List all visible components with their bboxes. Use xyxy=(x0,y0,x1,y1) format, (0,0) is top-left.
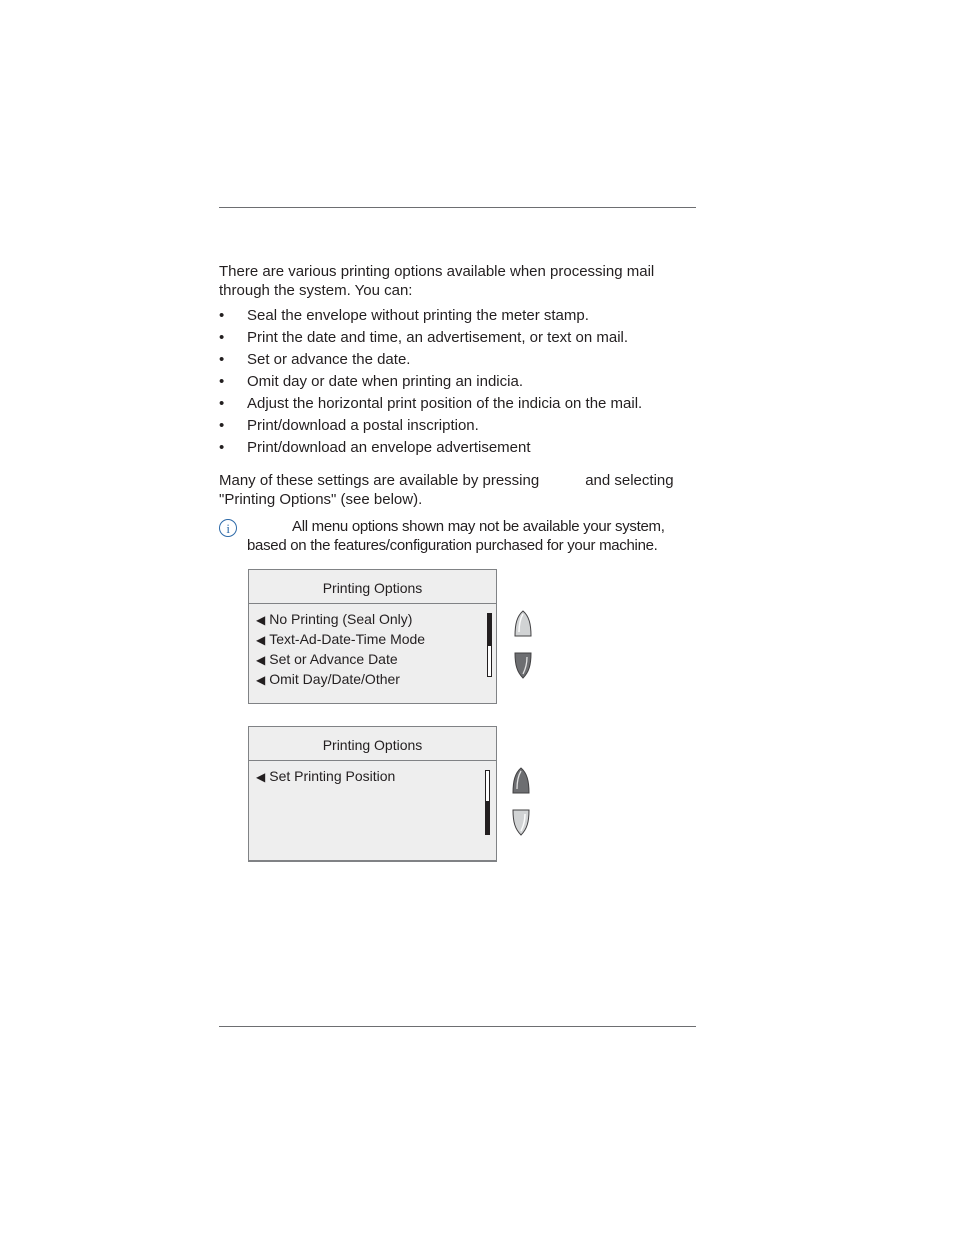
note-line-2: based on the features/configuration purchased for your machine. xyxy=(247,537,658,554)
bullet-icon: • xyxy=(219,395,225,412)
options-list xyxy=(219,306,699,460)
screen-menu xyxy=(256,767,395,787)
list-item: • Set or advance the date. xyxy=(219,351,411,368)
down-arrow-key-icon[interactable] xyxy=(511,808,531,836)
note-line-1: All menu options shown may not be available your system, xyxy=(292,518,665,535)
menu-item-set-printing-position[interactable]: ◀ Set Printing Position xyxy=(256,768,396,784)
left-arrow-icon: ◀ xyxy=(256,653,266,667)
left-arrow-icon: ◀ xyxy=(256,633,266,647)
list-item: • Print/download a postal inscription. xyxy=(219,417,479,434)
menu-item-set-advance-date[interactable]: ◀ Set or Advance Date xyxy=(256,651,398,667)
note xyxy=(219,517,689,555)
bullet-icon: • xyxy=(219,307,225,324)
printing-options-screen-2 xyxy=(248,726,497,862)
screen-title: Printing Options xyxy=(249,727,496,761)
bottom-rule xyxy=(219,1026,696,1027)
scrollbar-thumb[interactable] xyxy=(488,614,491,646)
list-item: • Print the date and time, an advertisement, or text on mail. xyxy=(219,329,629,346)
scrollbar-thumb[interactable] xyxy=(486,801,489,834)
down-arrow-key-icon[interactable] xyxy=(513,651,533,679)
list-item: • Adjust the horizontal print position of the indicia on the mail. xyxy=(219,395,643,412)
list-item: • Seal the envelope without printing the meter stamp. xyxy=(219,307,589,324)
up-arrow-key-icon[interactable] xyxy=(511,767,531,795)
menu-item-no-printing[interactable]: ◀ No Printing (Seal Only) xyxy=(256,611,413,627)
scrollbar[interactable] xyxy=(485,770,490,835)
screen-menu xyxy=(256,610,425,690)
left-arrow-icon: ◀ xyxy=(256,673,266,687)
bullet-icon: • xyxy=(219,351,225,368)
screen-title: Printing Options xyxy=(249,570,496,604)
scrollbar[interactable] xyxy=(487,613,492,677)
left-arrow-icon: ◀ xyxy=(256,770,266,784)
settings-paragraph: Many of these settings are available by pressing and selecting "Printing Options" (see below). xyxy=(219,472,674,508)
menu-item-text-ad-date-time[interactable]: ◀ Text-Ad-Date-Time Mode xyxy=(256,631,426,647)
printing-options-screen-1 xyxy=(248,569,497,704)
bullet-icon: • xyxy=(219,373,225,390)
bullet-icon: • xyxy=(219,329,225,346)
list-item: • Print/download an envelope advertisement xyxy=(219,439,531,456)
left-arrow-icon: ◀ xyxy=(256,613,266,627)
info-icon: i xyxy=(219,519,237,537)
menu-item-omit-day-date[interactable]: ◀ Omit Day/Date/Other xyxy=(256,671,400,687)
up-arrow-key-icon[interactable] xyxy=(513,610,533,638)
intro-paragraph: There are various printing options available when processing mail through the system. You can: xyxy=(219,263,655,299)
top-rule xyxy=(219,207,696,208)
bullet-icon: • xyxy=(219,417,225,434)
list-item: • Omit day or date when printing an indicia. xyxy=(219,373,523,390)
bullet-icon: • xyxy=(219,439,225,456)
